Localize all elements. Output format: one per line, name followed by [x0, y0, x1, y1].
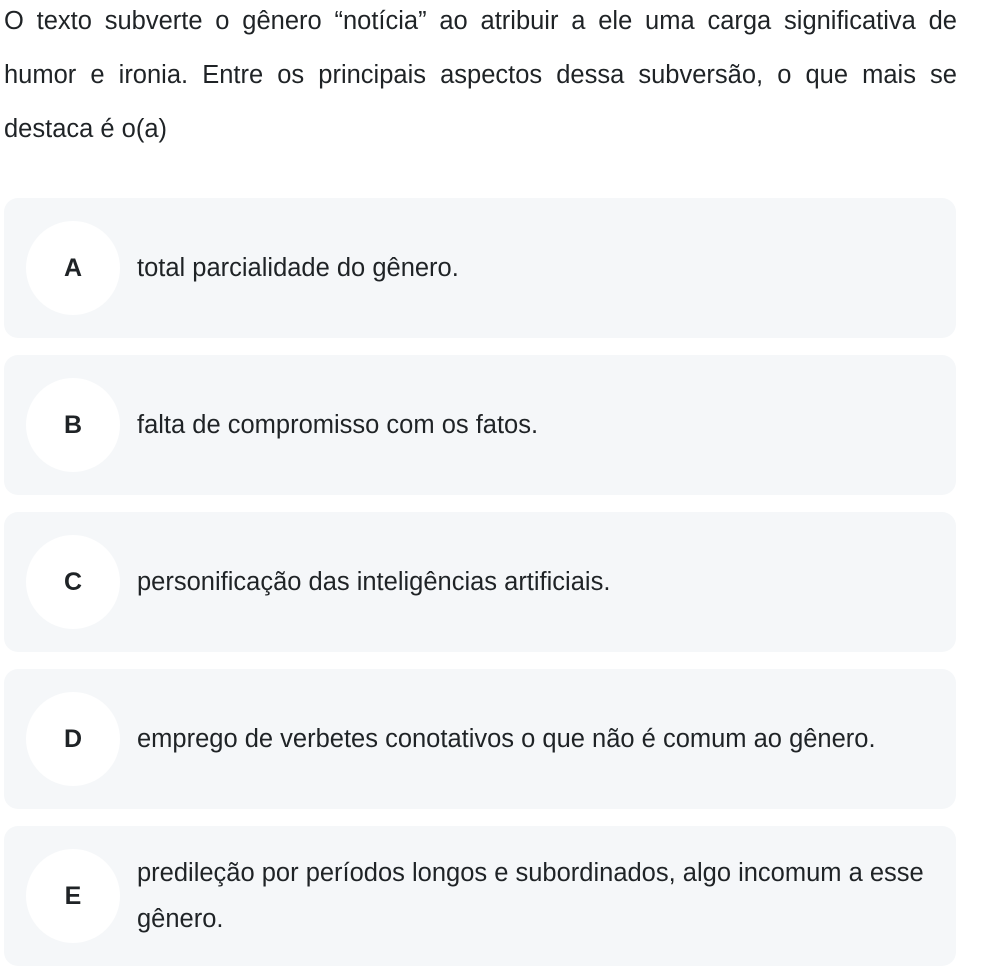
question-text: O texto subverte o gênero “notícia” ao atribuir a ele uma carga significativa de humor e ironia. Entre os principais aspectos dessa subversão, o que mais se destaca é o(a) [4, 7, 957, 143]
option-c[interactable] [4, 512, 956, 652]
option-d[interactable] [4, 669, 956, 809]
option-text: total parcialidade do gênero. [137, 254, 459, 282]
option-letter-badge: B [26, 378, 120, 472]
option-text: emprego de verbetes conotativos o que não é comum ao gênero. [137, 725, 876, 753]
option-text: falta de compromisso com os fatos. [137, 411, 539, 439]
option-text: predileção por períodos longos e subordinados, algo incomum a esse gênero. [137, 859, 924, 933]
option-e[interactable] [4, 826, 956, 966]
option-letter-badge: A [26, 221, 120, 315]
option-letter-badge: E [26, 849, 120, 943]
option-text: personificação das inteligências artificiais. [137, 568, 611, 596]
option-letter-badge: C [26, 535, 120, 629]
option-a[interactable] [4, 198, 956, 338]
answer-options [4, 198, 956, 966]
option-b[interactable] [4, 355, 956, 495]
option-letter-badge: D [26, 692, 120, 786]
